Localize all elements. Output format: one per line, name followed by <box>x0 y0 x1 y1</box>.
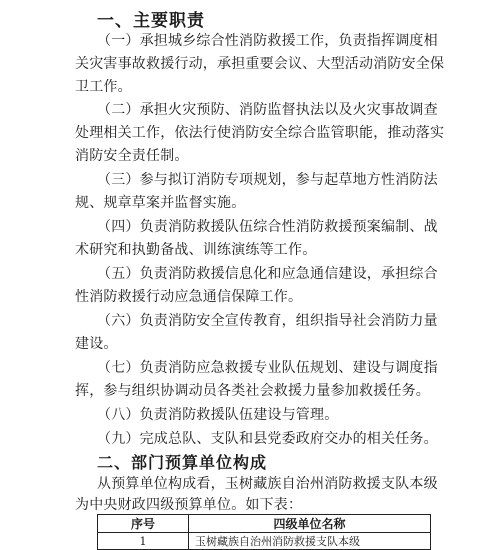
item4-line2: 术研究和执勤备战、训练演练等工作。 <box>75 242 317 258</box>
item1-line3: 卫工作。 <box>75 79 132 95</box>
table-header-name: 四级单位名称 <box>189 515 431 533</box>
table-row <box>98 533 431 550</box>
table-header-row <box>98 515 431 533</box>
item5-line1: （五）负责消防救援信息化和应急通信建设，承担综合 <box>97 266 438 282</box>
item9-line1: （九）完成总队、支队和县党委政府交办的相关任务。 <box>97 431 438 447</box>
item6-line1: （六）负责消防安全宣传教育，组织指导社会消防力量 <box>97 313 438 329</box>
item7-line1: （七）负责消防应急救援专业队伍规划、建设与调度指 <box>97 360 438 376</box>
item6-line2: 建设。 <box>75 336 118 352</box>
item8-line1: （八）负责消防救援队伍建设与管理。 <box>97 407 339 423</box>
section2-heading: 二、部门预算单位构成 <box>97 453 268 472</box>
table-header-no: 序号 <box>98 515 189 533</box>
table-cell-name: 玉树藏族自治州消防救援支队本级 <box>189 533 431 550</box>
item7-line2: 挥，参与组织协调动员各类社会救援力量参加救援任务。 <box>75 383 430 399</box>
item1-line2: 关灾害事故救援行动，承担重要会议、大型活动消防安全保 <box>75 56 445 72</box>
item1-line1: （一）承担城乡综合性消防救援工作，负责指挥调度相 <box>97 33 438 49</box>
table-cell-no: 1 <box>98 533 189 550</box>
item2-line1: （二）承担火灾预防、消防监督执法以及火灾事故调查 <box>97 102 438 118</box>
budget-unit-table <box>97 514 431 550</box>
item3-line2: 规、规章草案并监督实施。 <box>75 195 246 211</box>
item2-line3: 消防安全责任制。 <box>75 148 189 164</box>
item3-line1: （三）参与拟订消防专项规划，参与起草地方性消防法 <box>97 172 438 188</box>
section2-line1: 从预算单位构成看，玉树藏族自治州消防救援支队本级 <box>97 476 438 492</box>
section1-heading: 一、主要职责 <box>97 11 205 31</box>
item4-line1: （四）负责消防救援队伍综合性消防救援预案编制、战 <box>97 219 438 235</box>
item5-line2: 性消防救援行动应急通信保障工作。 <box>75 289 303 305</box>
section2-line2: 为中央财政四级预算单位。如下表： <box>75 497 303 513</box>
item2-line2: 处理相关工作，依法行使消防安全综合监管职能，推动落实 <box>75 125 445 141</box>
